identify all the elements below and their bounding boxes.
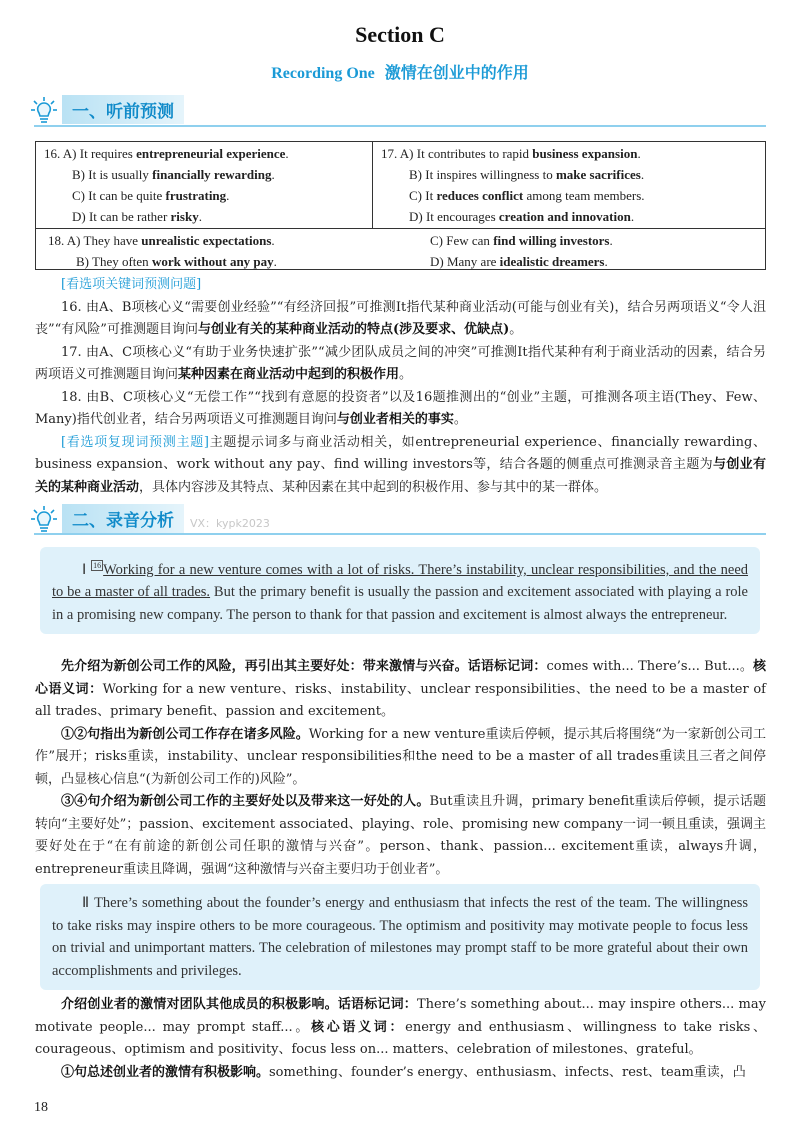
question-16 [36,142,373,229]
lightbulb-icon [30,96,58,124]
option-16a: 16. A) It requires entrepreneurial experience. [44,146,289,161]
recording-topic: 激情在创业中的作用 [384,65,529,82]
passage-number: Ⅰ [82,561,87,578]
page-number: 18 [34,1100,48,1115]
question-marker: 16 [93,561,102,570]
option-18a: 18. A) They have unrealistic expectations. [48,233,275,248]
question-options-box [35,141,766,270]
option-17c: C) It reduces conflict among team members. [409,188,645,203]
section-one-heading [30,94,184,124]
section-two-label: 二、录音分析 [62,504,184,533]
option-17d: D) It encourages creation and innovation. [409,209,635,224]
recording-passage-1 [40,547,760,634]
option-16b: B) It is usually financially rewarding. [72,167,275,182]
section-divider [34,125,766,127]
passage-number: Ⅱ [82,895,90,911]
section-divider [34,533,766,535]
analysis-2: 介绍创业者的激情对团队其他成员的积极影响。话语标记词：There’s something about... may inspire others... may motivate people... may prompt staff...。核心语义词：energy and enthusiasm、willingness to take risks、courageous、optimism and positivity、focus less on... matters、celebration of milestones、grateful。 ①句总述创业者的激情有积极影响。something、founder’s energy、enthusiasm、infects、rest、team重读，凸 [35,997,766,1080]
passage-text: There’s something about the founder’s energy and enthusiasm that infects the rest of the team. The willingness to take risks may inspire others to be more courageous. The optimism and positivity may motivate people to focus less on trivial and unimportant matters. The celebration of milestones may prompt staff to be more grateful about their own accomplishments and privileges. [52,895,748,979]
prediction-analysis [35,274,766,499]
option-17a: 17. A) It contributes to rapid business expansion. [381,146,641,161]
lightbulb-icon [30,505,58,533]
recording-passage-2 [40,884,760,990]
predict-18: 18. 由B、C项核心义“无偿工作”“找到有意愿的投资者”以及16题推测出的“创业”主题，可推测各项主语(They、Few、Many)指代创业者，结合另两项语义可推测题目询问与创业者相关的事实。 [35,389,766,427]
question-17 [373,142,765,229]
passage-text: But the primary benefit is usually the passion and excitement associated with playing a role in a promising new company. The person to thank for that passion and excitement is almost always the entrepreneur. [52,584,748,623]
recording-label: Recording One [271,65,375,82]
analysis-1: 先介绍为新创公司工作的风险，再引出其主要好处：带来激情与兴奋。话语标记词：comes with... There’s... But...。核心语义词：Working for a new venture、risks、instability、unclear responsibilities、the need to be a master of all trades、primary benefit、passion and excitement。 ①②句指出为新创公司工作存在诸多风险。Working for a new venture重读后停顿，提示其后将围绕“为一家新创公司工作”展开；risks重读，instability、unclear responsibilities和the need to be a master of all trades重读且三者之间停顿，凸显核心信息“(为新创公司工作的)风险”。 ③④句介绍为新创公司工作的主要好处以及带来这一好处的人。But重读且升调，primary benefit重读后停顿，提示话题转向“主要好处”；passion、excitement associated、playing、role、promising new company一词一顿且重读，强调主要好处在于“在有前途的新创公司任职的激情与兴奋”。person、thank、passion... excitement重读，always升调，entrepreneur重读且降调，强调“这种激情与兴奋主要归功于创业者”。 [35,659,766,877]
option-16d: D) It can be rather risky. [72,209,202,224]
section-one-label: 一、听前预测 [62,95,184,124]
option-18d: D) Many are idealistic dreamers. [430,254,608,269]
section-two-heading [30,503,270,533]
option-18b: B) They often work without any pay. [76,254,277,269]
section-title: Section C [355,22,445,47]
underlined-sentence: Working for a new venture comes with a lot of risks. There’s instability, unclear responsibilities, and the need to be a master of all trades. [52,561,749,601]
option-18c: C) Few can find willing investors. [430,233,613,248]
predict-16: 16. 由A、B项核心义“需要创业经验”“有经济回报”可推测It指代某种商业活动(可能与创业有关)，结合另两项语义“令人沮丧”“有风险”可推测题目询问与创业有关的某种商业活动的特点(涉及要求、优缺点)。 [35,299,766,337]
option-17b: B) It inspires willingness to make sacrifices. [409,167,645,182]
tag-keyword-predict: [看选项关键词预测问题] [61,277,202,292]
watermark: VX：kypk2023 [190,517,270,530]
option-16c: C) It can be quite frustrating. [72,188,230,203]
predict-17: 17. 由A、C项核心义“有助于业务快速扩张”“减少团队成员之间的冲突”可推测It指代某种有利于商业活动的因素，结合另两项语义可推测题目询问某种因素在商业活动中起到的积极作用。 [35,344,766,382]
question-18 [36,229,765,271]
predict-theme: [看选项复现词预测主题]主题提示词多与商业活动相关，如entrepreneurial experience、financially rewarding、business expansion、work without any pay、find willing investors等，结合各题的侧重点可推测录音主题为与创业有关的某种商业活动，具体内容涉及其特点、某种因素在其中起到的积极作用、参与其中的某一群体。 [35,434,766,495]
recording-title [0,60,800,83]
